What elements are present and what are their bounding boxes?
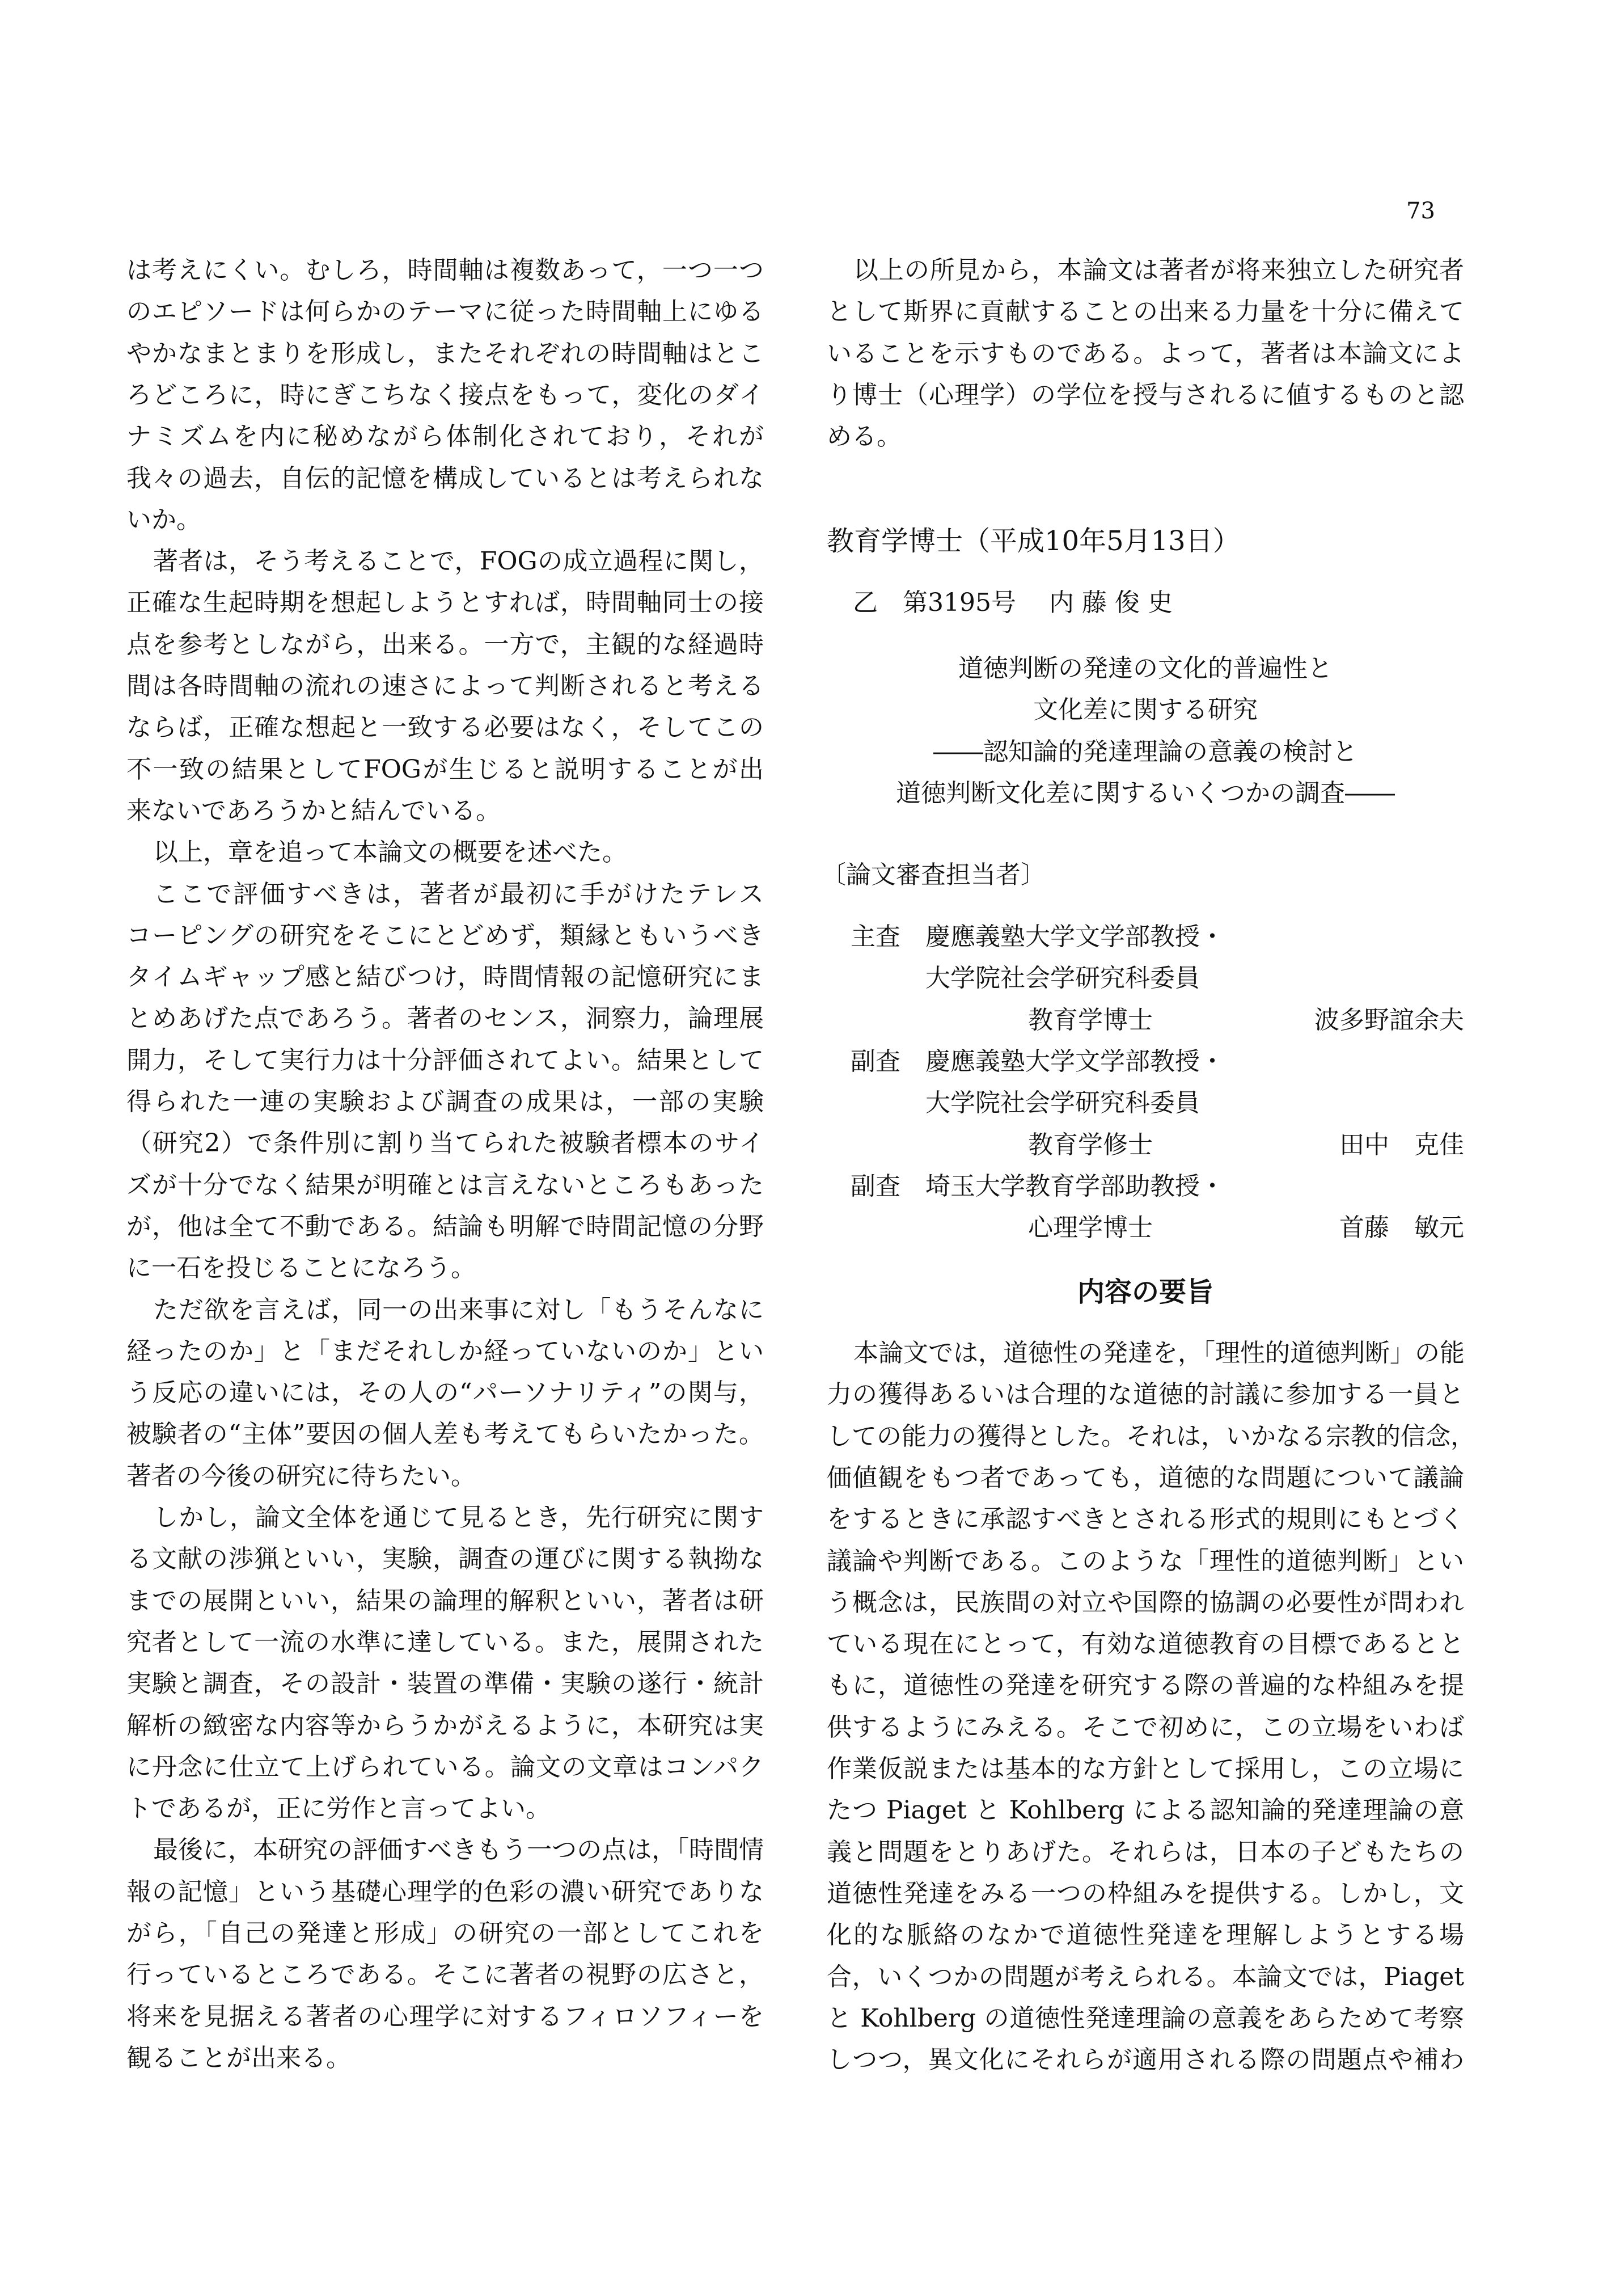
- conclusion-line: り博士（心理学）の学位を授与されるに値するものと認: [827, 380, 1464, 410]
- body-text-line: 解析の緻密な内容等からうかがえるように，本研究は実: [126, 1711, 764, 1740]
- committee-degree: 教育学博士: [1028, 1005, 1153, 1035]
- committee-role: 副査: [851, 1046, 900, 1076]
- body-text-line: とめあげた点であろう。著者のセンス，洞察力，論理展: [126, 1004, 764, 1033]
- body-text-line: 実験と調査，その設計・装置の準備・実験の遂行・統計: [126, 1669, 764, 1699]
- summary-line: う概念は，民族間の対立や国際的協調の必要性が問われ: [827, 1588, 1464, 1617]
- summary-line: 力の獲得あるいは合理的な道徳的討議に参加する一員と: [827, 1380, 1464, 1409]
- body-text-line: に一石を投じることになろう。: [126, 1253, 476, 1283]
- summary-line: 義と問題をとりあげた。それらは，日本の子どもたちの: [827, 1837, 1464, 1867]
- summary-line: 供するようにみえる。そこで初めに，この立場をいわば: [827, 1712, 1464, 1742]
- conclusion-line: める。: [827, 422, 902, 451]
- body-text-line: コーピングの研究をそこにとどめず，類縁ともいうべき: [126, 921, 764, 950]
- body-text-line: ならば，正確な想起と一致する必要はなく，そしてこの: [126, 713, 764, 742]
- summary-line: 作業仮説または基本的な方針として採用し，この立場に: [827, 1754, 1464, 1783]
- summary-line: 化的な脈絡のなかで道徳性発達を理解しようとする場: [827, 1921, 1464, 1950]
- committee-degree: 教育学修士: [1028, 1130, 1153, 1159]
- thesis-title-line: 道徳判断の発達の文化的普遍性と: [958, 654, 1333, 683]
- summary-line: 価値観をもつ者であっても，道徳的な問題について議論: [827, 1463, 1464, 1492]
- body-text-line: 不一致の結果としてFOGが生じると説明することが出: [126, 754, 764, 784]
- summary-heading: 内容の要旨: [1077, 1276, 1213, 1308]
- body-text-line: 将来を見据える著者の心理学に対するフィロソフィーを: [126, 2002, 764, 2031]
- conclusion-line: 以上の所見から，本論文は著者が将来独立した研究者: [853, 256, 1464, 285]
- record-number: 乙 第3195号: [853, 588, 1016, 617]
- body-text-line: （研究2）で条件別に割り当てられた被験者標本のサイ: [126, 1129, 764, 1158]
- body-text-line: 以上，章を追って本論文の概要を述べた。: [153, 838, 627, 867]
- summary-line: 道徳性発達をみる一つの枠組みを提供する。しかし，文: [827, 1879, 1464, 1908]
- page-number: 73: [1406, 198, 1435, 224]
- committee-member-name: 波多野誼余夫: [1314, 1005, 1464, 1035]
- body-text-line: 被験者の“主体”要因の個人差も考えてもらいたかった。: [126, 1420, 764, 1449]
- body-text-line: 著者の今後の研究に待ちたい。: [126, 1461, 476, 1491]
- body-text-line: が，他は全て不動である。結論も明解で時間記憶の分野: [126, 1212, 764, 1241]
- body-text-line: しかし，論文全体を通じて見るとき，先行研究に関す: [153, 1503, 764, 1532]
- body-text-line: までの展開といい，結果の論理的解釈といい，著者は研: [126, 1586, 764, 1615]
- body-text-line: いか。: [126, 505, 201, 534]
- committee-degree: 心理学博士: [1028, 1213, 1153, 1243]
- body-text-line: タイムギャップ感と結びつけ，時間情報の記憶研究にま: [126, 963, 764, 992]
- body-text-line: 行っているところである。そこに著者の視野の広さと，: [126, 1960, 764, 1990]
- body-text-line: ここで評価すべきは，著者が最初に手がけたテレス: [153, 879, 764, 909]
- committee-member-name: 田中 克佳: [1339, 1130, 1464, 1159]
- summary-line: 議論や判断である。このような「理性的道徳判断」とい: [827, 1546, 1464, 1576]
- summary-line: もに，道徳性の発達を研究する際の普遍的な枠組みを提: [827, 1671, 1464, 1700]
- summary-line: 本論文では，道徳性の発達を，「理性的道徳判断」の能: [853, 1339, 1465, 1368]
- body-text-line: 点を参考としながら，出来る。一方で，主観的な経過時: [126, 630, 764, 659]
- committee-affiliation: 大学院社会学研究科委員: [925, 964, 1200, 993]
- summary-line: ている現在にとって，有効な道徳教育の目標であるとと: [827, 1630, 1464, 1659]
- degree-heading: 教育学博士（平成10年5月13日）: [827, 525, 1240, 557]
- body-text-line: ただ欲を言えば，同一の出来事に対し「もうそんなに: [153, 1295, 764, 1324]
- body-text-line: ナミズムを内に秘めながら体制化されており，それが: [126, 422, 764, 451]
- body-text-line: 経ったのか」と「まだそれしか経っていないのか」とい: [126, 1336, 764, 1366]
- body-text-line: がら，「自己の発達と形成」の研究の一部としてこれを: [126, 1919, 764, 1948]
- body-text-line: 究者として一流の水準に達している。また，展開された: [126, 1627, 764, 1657]
- body-text-line: ズが十分でなく結果が明確とは言えないところもあった: [126, 1170, 764, 1200]
- author-name: 内 藤 俊 史: [1049, 588, 1173, 617]
- thesis-title-line: 文化差に関する研究: [1033, 695, 1258, 724]
- body-text-line: ろどころに，時にぎこちなく接点をもって，変化のダイ: [126, 380, 764, 410]
- summary-line: 合，いくつかの問題が考えられる。本論文では，Piaget: [827, 1962, 1464, 1991]
- summary-line: しての能力の獲得とした。それは，いかなる宗教的信念，: [827, 1421, 1475, 1451]
- body-text-line: 得られた一連の実験および調査の成果は，一部の実験: [126, 1087, 764, 1116]
- body-text-line: 開力，そして実行力は十分評価されてよい。結果として: [126, 1045, 764, 1075]
- body-text-line: 最後に，本研究の評価すべきもう一つの点は，「時間情: [153, 1835, 764, 1865]
- body-text-line: 正確な生起時期を想起しようとすれば，時間軸同士の接: [126, 588, 764, 618]
- body-text-line: 著者は，そう考えることで，FOGの成立過程に関し，: [153, 547, 764, 576]
- summary-line: しつつ，異文化にそれらが適用される際の問題点や補わ: [827, 2045, 1464, 2075]
- committee-member-name: 首藤 敏元: [1339, 1213, 1464, 1243]
- conclusion-line: いることを示すものである。よって，著者は本論文によ: [827, 339, 1464, 368]
- conclusion-line: として斯界に貢献することの出来る力量を十分に備えて: [827, 297, 1464, 327]
- body-text-line: 観ることが出来る。: [126, 2043, 351, 2073]
- summary-line: と Kohlberg の道徳性発達理論の意義をあらためて考察: [827, 2003, 1464, 2033]
- body-text-line: う反応の違いには，その人の“パーソナリティ”の関与，: [126, 1378, 764, 1408]
- committee-affiliation: 慶應義塾大学文学部教授・: [925, 922, 1225, 951]
- body-text-line: やかなまとまりを形成し，またそれぞれの時間軸はとこ: [126, 339, 764, 368]
- body-text-line: 我々の過去，自伝的記憶を構成しているとは考えられな: [126, 463, 764, 493]
- body-text-line: は考えにくい。むしろ，時間軸は複数あって，一つ一つ: [126, 256, 764, 285]
- committee-heading: 〔論文審査担当者〕: [821, 860, 1046, 889]
- body-text-line: に丹念に仕立て上げられている。論文の文章はコンパク: [126, 1752, 764, 1782]
- body-text-line: る文献の渉猟といい，実験，調査の運びに関する執拗な: [126, 1544, 764, 1574]
- body-text-line: トであるが，正に労作と言ってよい。: [126, 1794, 551, 1824]
- summary-line: たつ Piaget と Kohlberg による認知論的発達理論の意: [827, 1796, 1464, 1825]
- body-text-line: 来ないであろうかと結んでいる。: [126, 796, 501, 825]
- summary-line: をするときに承認すべきとされる形式的規則にもとづく: [827, 1505, 1464, 1534]
- committee-affiliation: 大学院社会学研究科委員: [925, 1088, 1200, 1118]
- committee-role: 副査: [851, 1171, 900, 1201]
- committee-affiliation: 慶應義塾大学文学部教授・: [925, 1046, 1225, 1076]
- thesis-title-line: ――認知論的発達理論の意義の検討と: [933, 737, 1357, 766]
- thesis-title-line: 道徳判断文化差に関するいくつかの調査――: [896, 779, 1395, 808]
- committee-role: 主査: [851, 922, 900, 951]
- body-text-line: 報の記憶」という基礎心理学的色彩の濃い研究でありな: [126, 1877, 764, 1906]
- body-text-line: のエピソードは何らかのテーマに従った時間軸上にゆる: [126, 297, 764, 327]
- committee-affiliation: 埼玉大学教育学部助教授・: [925, 1171, 1225, 1201]
- body-text-line: 間は各時間軸の流れの速さによって判断されると考える: [126, 672, 764, 700]
